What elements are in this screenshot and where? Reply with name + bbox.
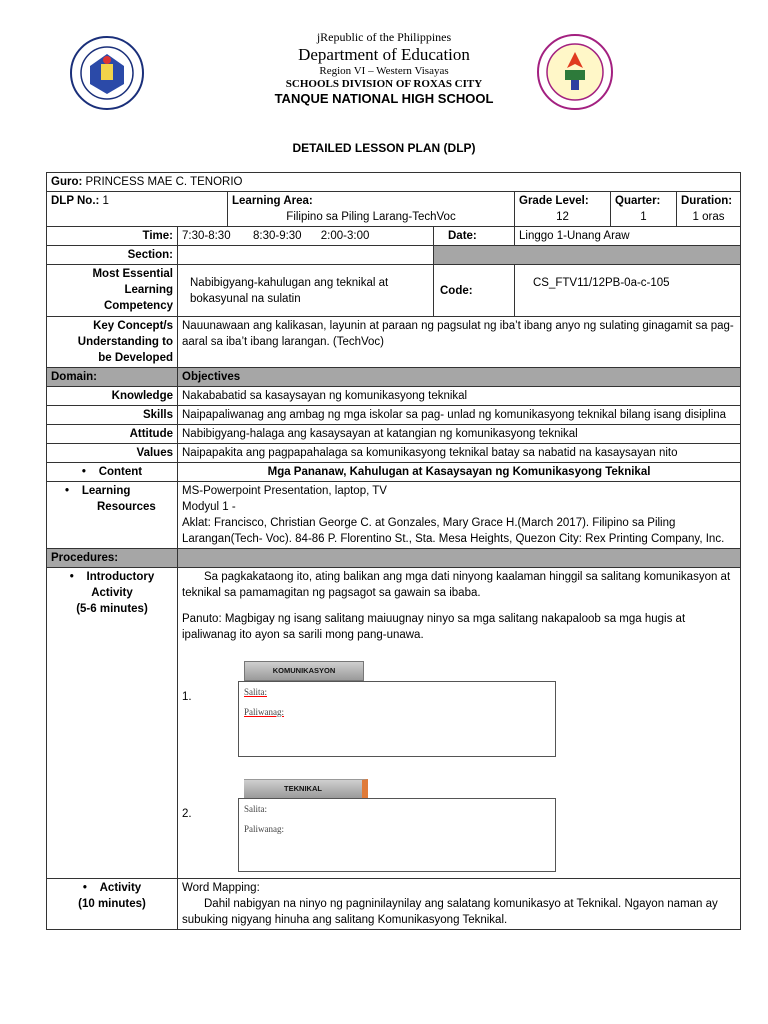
row-skills	[47, 406, 741, 425]
guro-value: PRINCESS MAE C. TENORIO	[85, 176, 243, 188]
row-resources: • Learning Resources MS-Powerpoint Presentation, laptop, TV Modyul 1 - Aklat: Francisco, Christian George C. at Gonzales, Mary Grace H.(March 2017). Filipino sa Piling Larangan(Tech- Voc). 84-86 P. Florentino St., Sta. Mesa Heights, Quezon City: Rex Printing Company, Inc.	[47, 482, 741, 549]
attitude-value: Nabibigyang-halaga ang kasaysayan at katangian ng komunikasyong teknikal	[178, 425, 741, 444]
intro-para2: Panuto: Magbigay ng isang salitang maiuugnay ninyo sa mga salitang nakapaloob sa mga hugis at ipaliwanag ito ayon sa sarili mong pang-unawa.	[182, 613, 686, 641]
row-dlp	[47, 192, 741, 227]
dlp-value: 1	[102, 195, 109, 207]
row-values	[47, 444, 741, 463]
row-attitude	[47, 425, 741, 444]
answer-box-1[interactable]	[238, 681, 556, 757]
duration-label: Duration:	[681, 195, 733, 207]
row-procedures	[47, 549, 741, 568]
row-intro: • Introductory Activity (5-6 minutes) Sa pagkakataong ito, ating balikan ang mga dati ninyong kaalaman hinggil sa salitang komunikasyon at teknikal sa pamamagitan ng pagsagot sa gawain sa ibaba. Panuto: Magbigay ng isang salitang maiuugnay ninyo sa mga salitang nakapaloob sa mga hugis at ipaliwanag ito ayon sa sarili mong pang-unawa. KOMUNIKASYON 1. Salita: Paliwanag: TEKNIKAL 2. Salita: Paliwanag:	[47, 568, 741, 879]
paliwanag-label: Paliwanag:	[244, 707, 284, 717]
row-mec: Most Essential Learning Competency Nabibigyang-kahulugan ang teknikal at bokasyunal na sulatin Code: CS_FTV11/12PB-0a-c-105	[47, 265, 741, 317]
intro-para1: Sa pagkakataong ito, ating balikan ang mga dati ninyong kaalaman hinggil sa salitang komunikasyon at teknikal sa pamamagitan ng pagsagot sa gawain sa ibaba.	[182, 571, 731, 599]
time-slot: 8:30-9:30	[252, 230, 302, 242]
domain-label: Domain:	[47, 368, 178, 387]
learning-area-value: Filipino sa Piling Larang-TechVoc	[286, 211, 456, 223]
activity-line1: Word Mapping:	[182, 882, 260, 894]
guro-label: Guro:	[51, 176, 83, 188]
item-2	[182, 779, 736, 872]
knowledge-value: Nakababatid sa kasaysayan ng komunikasyong teknikal	[178, 387, 741, 406]
activity-para: Dahil nabigyan na ninyo ng pagninilaynilay ang salatang komunikasyo at Teknikal. Ngayon naman ay subuking nigyang hinuha ang salitang Komunikasyong Teknikal.	[182, 898, 718, 926]
attitude-label: Attitude	[47, 425, 178, 444]
resource-line: Modyul 1 -	[182, 501, 236, 513]
document-header	[0, 30, 768, 106]
quarter-value: 1	[640, 211, 647, 223]
grade-value: 12	[556, 211, 569, 223]
procedures-label: Procedures:	[47, 549, 178, 568]
row-guro	[47, 173, 741, 192]
row-activity: • Activity (10 minutes) Word Mapping: Dahil nabigyan na ninyo ng pagninilaynilay ang salatang komunikasyo at Teknikal. Ngayon naman ay subuking nigyang hinuha ang salitang Komunikasyong Teknikal.	[47, 879, 741, 930]
item-2-number: 2.	[182, 808, 192, 820]
values-value: Naipapakita ang pagpapahalaga sa komunikasyong teknikal batay sa nabatid na kasaysayan nito	[178, 444, 741, 463]
division-line: SCHOOLS DIVISION OF ROXAS CITY	[285, 78, 483, 90]
time-slot: 2:00-3:00	[320, 230, 370, 242]
doc-title: DETAILED LESSON PLAN (DLP)	[292, 141, 476, 155]
skills-value: Naipapaliwanag ang ambag ng mga iskolar sa pag- unlad ng komunikasyong teknikal bilang isang disiplina	[178, 406, 741, 425]
mec-value: Nabibigyang-kahulugan ang teknikal at bokasyunal na sulatin	[190, 276, 389, 305]
time-slot: 7:30-8:30	[182, 230, 231, 242]
lesson-plan-table	[46, 172, 741, 930]
resource-line: MS-Powerpoint Presentation, laptop, TV	[182, 485, 387, 497]
salita-label: Salita:	[244, 804, 267, 814]
values-label: Values	[47, 444, 178, 463]
row-key-concept: Key Concept/s Understanding to be Developed Nauunawaan ang kalikasan, layunin at paraan ng pagsulat ng iba’t ibang anyo ng sulating ginagamit sa pag-aaral sa iba’t ibang larangan. (TechVoc)	[47, 317, 741, 368]
item-1	[182, 661, 736, 757]
answer-box-2[interactable]	[238, 798, 556, 872]
time-label: Time:	[47, 227, 178, 246]
dlp-label: DLP No.:	[51, 195, 100, 207]
date-value: Linggo 1-Unang Araw	[515, 227, 741, 246]
department-line: Department of Education	[298, 45, 470, 64]
skills-label: Skills	[47, 406, 178, 425]
resource-line: Aklat: Francisco, Christian George C. at Gonzales, Mary Grace H.(March 2017). Filipino sa Piling Larangan(Tech- Voc). 84-86 P. Florentino St., Sta. Mesa Heights, Quezon City: Rex Printing Company, Inc.	[182, 517, 725, 545]
region-line: Region VI – Western Visayas	[319, 65, 449, 77]
objectives-label: Objectives	[178, 368, 741, 387]
knowledge-label: Knowledge	[47, 387, 178, 406]
row-section	[47, 246, 741, 265]
school-name: TANQUE NATIONAL HIGH SCHOOL	[274, 91, 494, 106]
item-1-number: 1.	[182, 691, 192, 703]
komunikasyon-shape: KOMUNIKASYON	[244, 661, 364, 681]
key-concept-value: Nauunawaan ang kalikasan, layunin at paraan ng pagsulat ng iba’t ibang anyo ng sulating ginagamit sa pag-aaral sa iba’t ibang larangan. (TechVoc)	[178, 317, 741, 368]
paliwanag-label: Paliwanag:	[244, 824, 284, 834]
content-value: Mga Pananaw, Kahulugan at Kasaysayan ng Komunikasyong Teknikal	[178, 463, 741, 482]
date-label: Date:	[434, 227, 515, 246]
row-knowledge	[47, 387, 741, 406]
code-label: Code:	[434, 265, 515, 317]
learning-area-label: Learning Area:	[232, 195, 313, 207]
grade-label: Grade Level:	[519, 195, 589, 207]
row-content: • Content Mga Pananaw, Kahulugan at Kasaysayan ng Komunikasyong Teknikal	[47, 463, 741, 482]
section-label: Section:	[47, 246, 178, 265]
row-domain	[47, 368, 741, 387]
salita-label: Salita:	[244, 687, 267, 697]
code-value: CS_FTV11/12PB-0a-c-105	[515, 265, 741, 317]
row-time	[47, 227, 741, 246]
duration-value: 1 oras	[692, 211, 725, 223]
teknikal-shape: TEKNIKAL	[244, 779, 368, 798]
quarter-label: Quarter:	[615, 195, 661, 207]
republic-line: jRepublic of the Philippines	[316, 30, 452, 44]
content-label: Content	[98, 466, 143, 478]
